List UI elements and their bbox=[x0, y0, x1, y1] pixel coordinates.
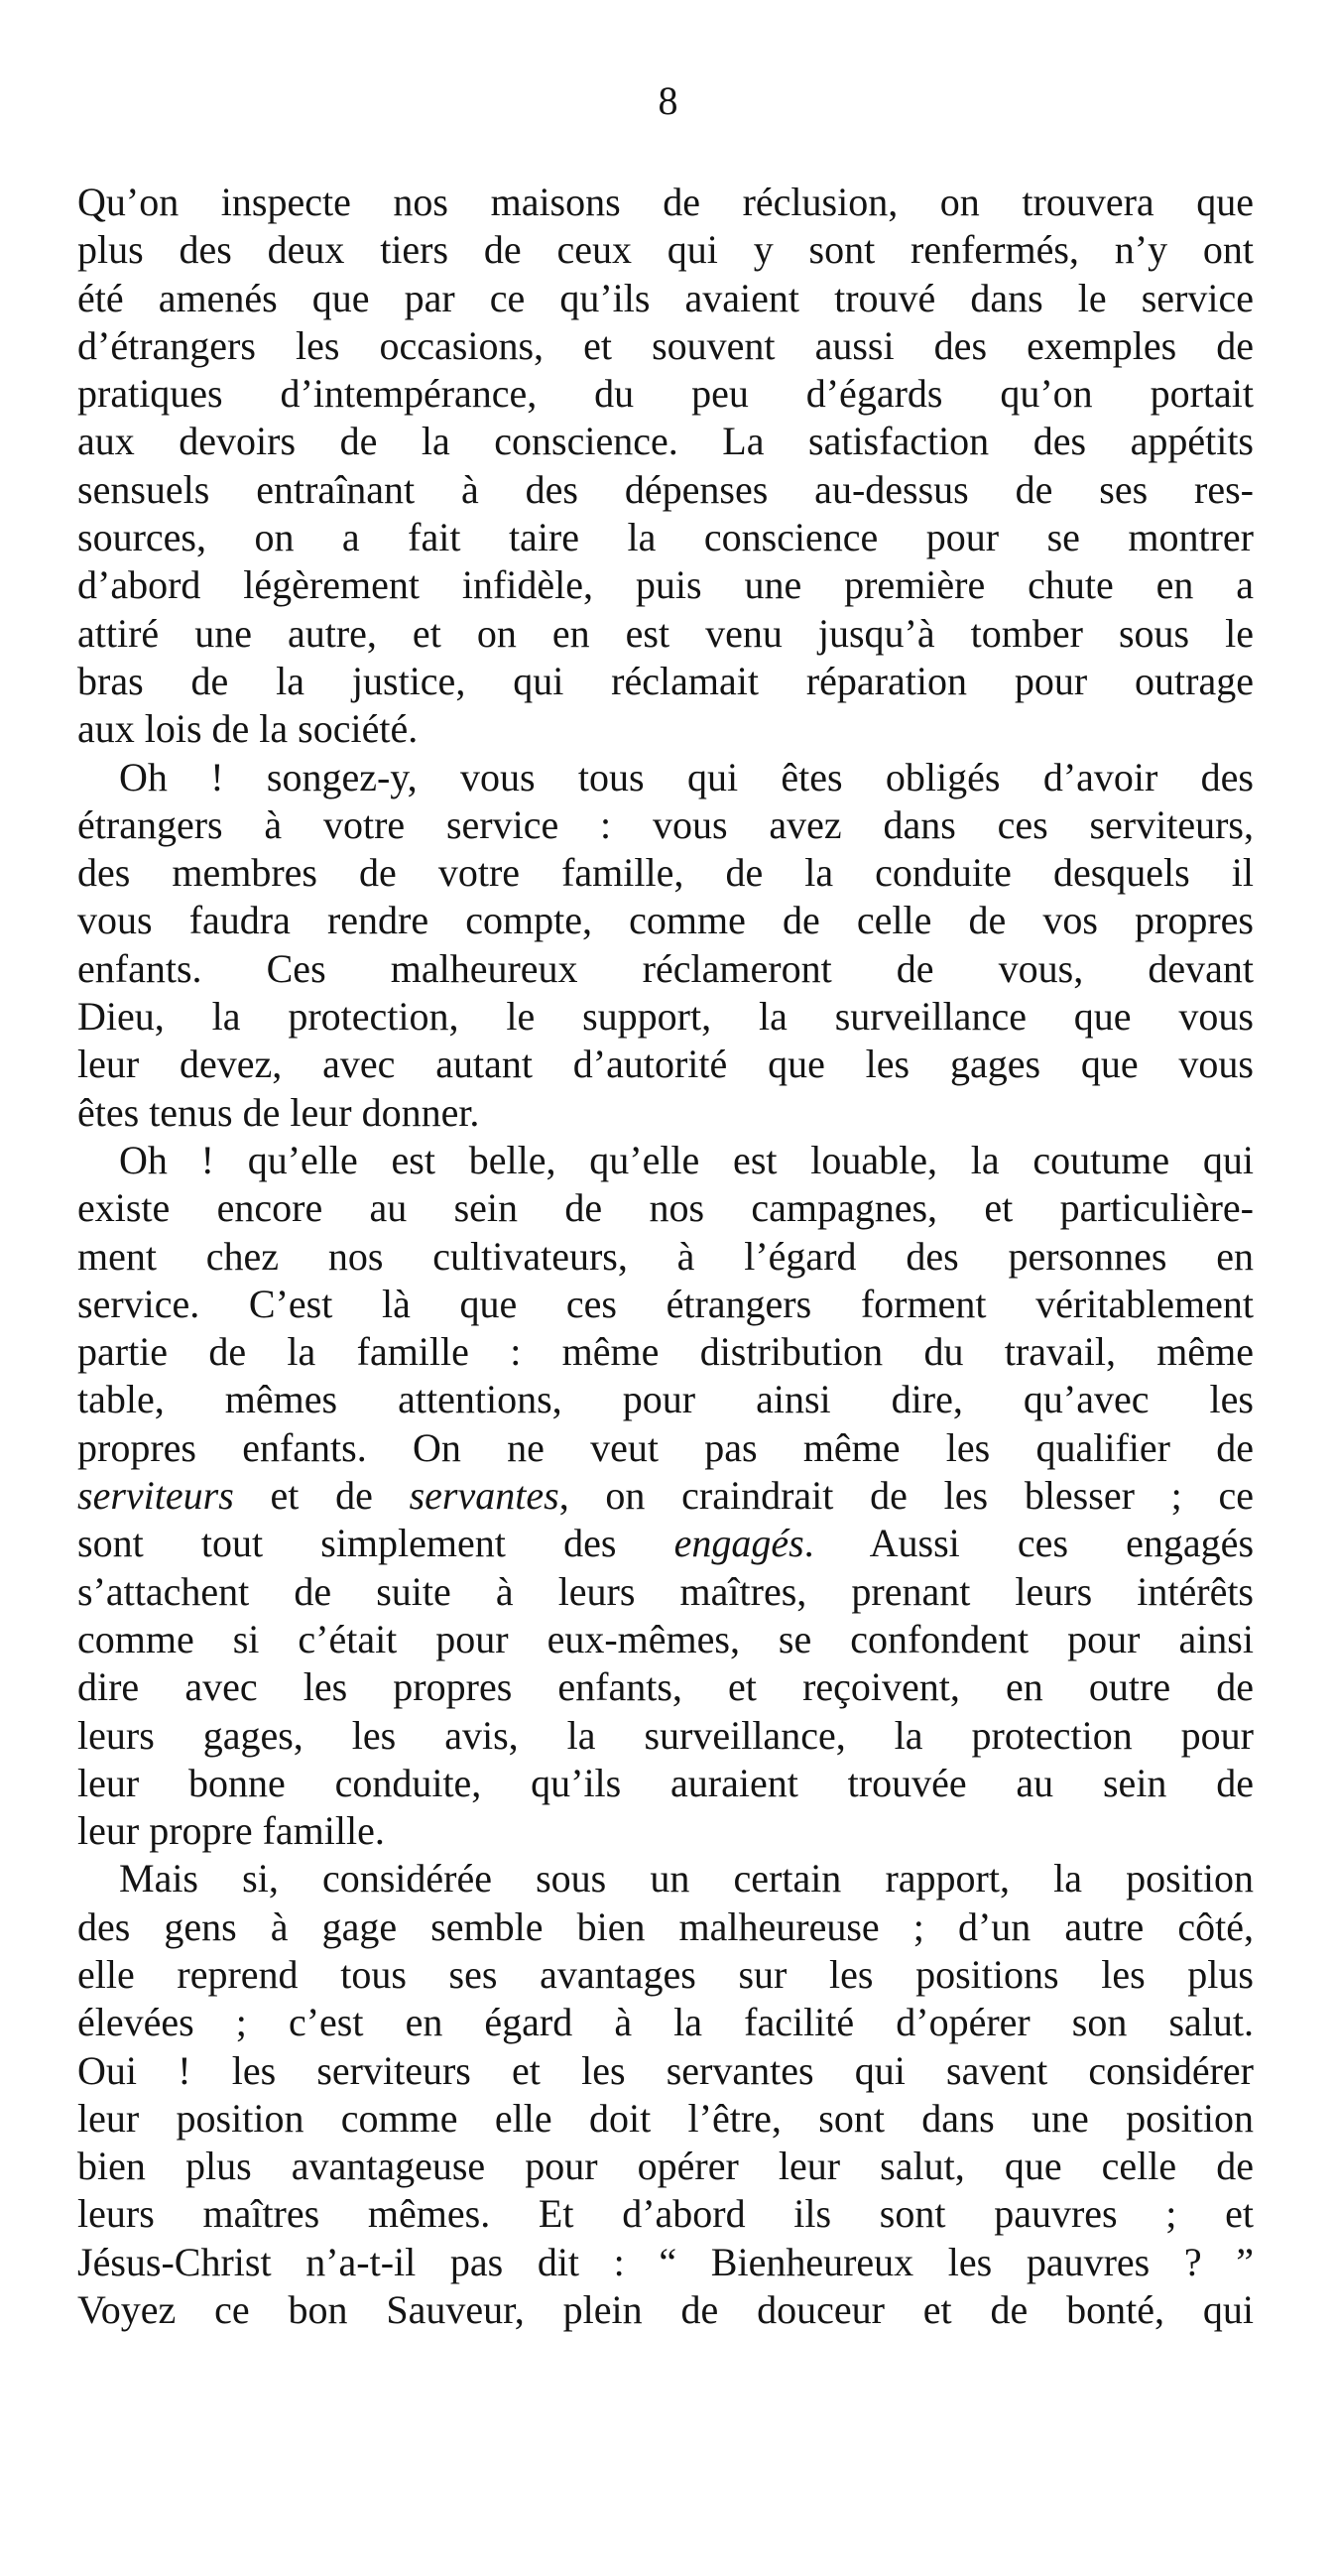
text-line: s’attachent de suite à leurs maîtres, prenant leurs intérêts bbox=[77, 1568, 1254, 1614]
text-line: Oh ! songez-y, vous tous qui êtes obligés d’avoir des bbox=[119, 754, 1254, 799]
text-line: leur bonne conduite, qu’ils auraient trouvée au sein de bbox=[77, 1760, 1254, 1805]
text-line: enfants. Ces malheureux réclameront de vous, devant bbox=[77, 945, 1254, 991]
text-line: ment chez nos cultivateurs, à l’égard des personnes en bbox=[77, 1233, 1254, 1279]
text-line: propres enfants. On ne veut pas même les qualifier de bbox=[77, 1424, 1254, 1470]
page-number: 8 bbox=[658, 78, 678, 123]
paragraph-3 bbox=[77, 1137, 1254, 1855]
text-line: sources, on a fait taire la conscience pour se montrer bbox=[77, 515, 1254, 560]
text-line: attiré une autre, et on en est venu jusqu’à tomber sous le bbox=[77, 610, 1254, 656]
paragraph-2 bbox=[77, 754, 1254, 1137]
text-line: leurs maîtres mêmes. Et d’abord ils sont pauvres ; et bbox=[77, 2191, 1254, 2237]
text-line: été amenés que par ce qu’ils avaient trouvé dans le service bbox=[77, 275, 1254, 320]
text-line: Qu’on inspecte nos maisons de réclusion, on trouvera que bbox=[77, 180, 1254, 224]
text-line: elle reprend tous ses avantages sur les positions les plus bbox=[77, 1951, 1254, 1997]
text-line: des membres de votre famille, de la conduite desquels il bbox=[77, 850, 1254, 896]
paragraph-1 bbox=[77, 179, 1254, 754]
text-line: existe encore au sein de nos campagnes, et particulière- bbox=[77, 1185, 1254, 1231]
text-line: Oui ! les serviteurs et les servantes qui savent considérer bbox=[77, 2047, 1254, 2093]
text-line: sensuels entraînant à des dépenses au-dessus de ses res- bbox=[77, 466, 1254, 512]
text-line: partie de la famille : même distribution du travail, même bbox=[77, 1329, 1254, 1375]
page-body-text bbox=[77, 179, 1254, 2334]
text-line: Mais si, considérée sous un certain rapport, la position bbox=[119, 1856, 1254, 1901]
text-line: leur position comme elle doit l’être, sont dans une position bbox=[77, 2095, 1254, 2141]
text-line: leur propre famille. bbox=[77, 1808, 385, 1854]
paragraph-4 bbox=[77, 1855, 1254, 2334]
text-line: étrangers à votre service : vous avez dans ces serviteurs, bbox=[77, 801, 1254, 847]
text-line: bien plus avantageuse pour opérer leur salut, que celle de bbox=[77, 2144, 1254, 2189]
text-line: table, mêmes attentions, pour ainsi dire, qu’avec les bbox=[77, 1377, 1254, 1422]
text-line: leurs gages, les avis, la surveillance, la protection pour bbox=[77, 1712, 1254, 1758]
text-line: d’étrangers les occasions, et souvent aussi des exemples de bbox=[77, 322, 1254, 368]
text-line: êtes tenus de leur donner. bbox=[77, 1089, 480, 1135]
text-line: dire avec les propres enfants, et reçoivent, en outre de bbox=[77, 1664, 1254, 1710]
text-line: Oh ! qu’elle est belle, qu’elle est louable, la coutume qui bbox=[119, 1137, 1254, 1182]
text-line: des gens à gage semble bien malheureuse ; d’un autre côté, bbox=[77, 1903, 1254, 1949]
text-line: d’abord légèrement infidèle, puis une première chute en a bbox=[77, 562, 1254, 608]
text-line: Jésus-Christ n’a-t-il pas dit : “ Bienheureux les pauvres ? ” bbox=[77, 2239, 1254, 2284]
text-line: Dieu, la protection, le support, la surveillance que vous bbox=[77, 994, 1254, 1040]
text-line: sont tout simplement des engagés. Aussi ces engagés bbox=[77, 1521, 1255, 1566]
text-line: plus des deux tiers de ceux qui y sont renfermés, n’y ont bbox=[77, 227, 1254, 273]
text-line: comme si c’était pour eux-mêmes, se confondent pour ainsi bbox=[77, 1616, 1254, 1661]
text-line: pratiques d’intempérance, du peu d’égards qu’on portait bbox=[77, 371, 1254, 417]
text-line: élevées ; c’est en égard à la facilité d’opérer son salut. bbox=[77, 2000, 1254, 2045]
text-line: aux devoirs de la conscience. La satisfaction des appétits bbox=[77, 419, 1254, 464]
text-line: bras de la justice, qui réclamait réparation pour outrage bbox=[77, 658, 1254, 703]
text-line: Voyez ce bon Sauveur, plein de douceur et de bonté, qui bbox=[77, 2287, 1254, 2333]
text-line: serviteurs et de servantes, on craindrait de les blesser ; ce bbox=[77, 1473, 1254, 1519]
text-line: service. C’est là que ces étrangers forment véritablement bbox=[77, 1281, 1254, 1326]
text-line: vous faudra rendre compte, comme de celle de vos propres bbox=[77, 898, 1254, 943]
text-line: aux lois de la société. bbox=[77, 706, 419, 752]
text-line: leur devez, avec autant d’autorité que les gages que vous bbox=[77, 1042, 1254, 1087]
